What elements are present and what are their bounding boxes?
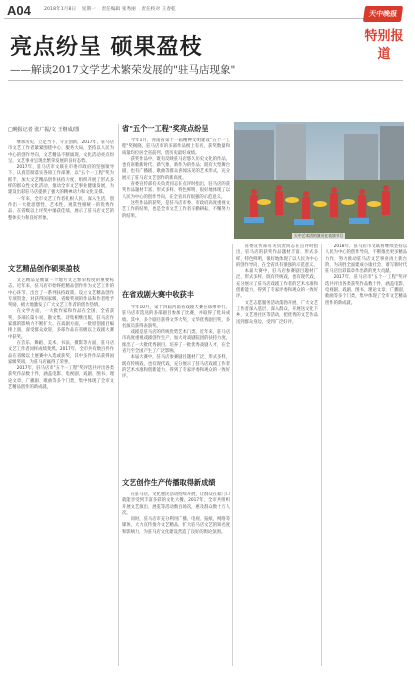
paragraph: 戏剧是驻马店的传统优势艺术门类。近年来，驻马店市高度重视戏剧创作生产，加大对戏剧院团的扶持力度，推出了一大批优秀剧目，培养了一批优秀戏剧人才，在全省乃至全国产生了广泛影响。 xyxy=(122,330,230,355)
paragraph: 在音乐、舞蹈、美术、书法、摄影等方面，驻马店文艺工作者同样成绩斐然。2017年，全市共有数百件作品在省级以上展赛中入选或获奖，其中多件作品获得国家级奖项，为驻马店赢得了荣誉。 xyxy=(8,340,114,365)
paragraph: 文艺精品是衡量一个地方文艺繁荣程度的重要标志。近年来，驻马店市始终把精品创作作为文艺工作的中心环节，出台了一系列扶持政策，设立文艺精品创作专项资金，对获得国家级、省级奖项的作品和作者给予奖励，极大地激发了广大文艺工作者的创作热情。 xyxy=(8,278,114,309)
paragraph: 这些作品的获奖，是驻马店市委、市政府高度重视文艺工作的结果，也是全市文艺工作者辛勤耕耘、不懈努力的结果。 xyxy=(122,200,230,219)
closing-column xyxy=(325,244,407,668)
issue-date: 2018年1月8日 xyxy=(44,7,77,12)
paragraph: 2017年，驻马店市文联在市委市政府的坚强领导下，认真贯彻落实各项工作部署，以"五个一工程"奖为抓手，加大文艺精品创作扶持力度，组织开展了形式多样的群众性文化活动，推动全市文艺事业健康发展，为建设出彩驻马店提供了强大的精神动力和文化支撑。 xyxy=(8,165,114,196)
section-heading: 文艺精品创作硕果盈枝 xyxy=(8,264,80,273)
byline: □晚报记者 张广振/文 王继成/图 xyxy=(8,127,80,133)
paragraph: 同时，驻马店市充分利用广播、电视、报纸、网络等媒体，大力宣传推介文艺精品，扩大驻马店文艺的知名度和影响力，为驻马店文化建设营造了良好的舆论氛围。 xyxy=(122,517,230,535)
column-divider xyxy=(118,124,119,666)
masthead-info xyxy=(44,6,180,12)
performance-photo xyxy=(234,122,404,239)
paragraph: 省委宣传部有关负责同志在点评时指出，驻马店的获奖作品题材丰富、形式多样、特色鲜明，很好地体现了以人民为中心的创作导向，在全省具有很强的示范意义。 xyxy=(122,182,230,200)
paragraph: 2017年，驻马店市"五个一工程"奖评选共评出各类获奖作品数十件，涵盖电影、电视剧、戏剧、图书、理论文章、广播剧、歌曲等多个门类，集中体现了全市文艺精品创作的新成就。 xyxy=(8,366,114,391)
continuation-column xyxy=(236,244,318,668)
column-divider xyxy=(321,244,322,666)
paragraph: 本届大赛中，驻马店参赛剧目题材广泛、形式多样，既有传统戏，也有现代戏，充分展示了驻马店戏剧工作者的艺术水准和创新能力，得到了专家评委和观众的一致好评。 xyxy=(122,355,230,380)
section3-column xyxy=(122,305,230,470)
weekday: 星期一 xyxy=(81,7,96,12)
dancers-illustration xyxy=(234,122,404,239)
paragraph: 省委宣传部有关负责同志在点评时指出，驻马店的获奖作品题材丰富、形式多样、特色鲜明，很好地体现了以人民为中心的创作导向，在全省具有很强的示范意义。 xyxy=(236,244,318,268)
header-rule xyxy=(4,18,364,19)
paragraph: 今年1月，河南省第十一届精神文明建设"五个一工程"奖揭晓，驻马店市的多部作品榜上有名，获奖数量和质量均位居全省前列，创历史最好成绩。 xyxy=(122,138,230,156)
paragraph: 继承历史、立足当下、守正创新，2017年，驻马店市文艺工作者紧紧围绕中心、服务大局，坚持以人民为中心的创作导向，文艺精品不断涌现，文化活动亮点纷呈，文艺事业呈现出繁荣发展的良好态势。 xyxy=(8,140,114,164)
paragraph: 文艺志愿服务活动蓬勃开展，广大文艺工作者深入基层、深入群众，开展送文化下乡、文艺进社区等活动，把优秀的文艺作品送到群众身边，受到广泛好评。 xyxy=(236,300,318,325)
section-label: 特别报道 xyxy=(364,29,404,62)
paragraph: 2018年，驻马店市文联将继续坚持以人民为中心的创作导向，不断推出更多精品力作，努力推动驻马店文艺事业再上新台阶，为决胜全面建成小康社会、谱写新时代驻马店出彩篇章作出新的更大贡献。 xyxy=(325,244,407,275)
page-number: A04 xyxy=(7,3,31,18)
section1-column xyxy=(8,278,114,668)
intro-column xyxy=(8,140,114,262)
page-subtitle: ——解读2017文学艺术繁荣发展的"驻马店现象" xyxy=(10,64,236,76)
column-divider xyxy=(232,244,233,666)
paragraph: 今年10月，第十四届河南省戏剧大赛在郑州举行。驻马店市选送的多部剧目参加了比赛，并取得了优异成绩。其中，多个剧目获得文华大奖、文华优秀剧目奖，多名演员获得表演奖。 xyxy=(122,305,230,329)
editor-credit: 责任编辑 张秀丽 xyxy=(101,7,136,12)
page-title: 亮点纷呈 硕果盈枝 xyxy=(10,35,203,60)
section-heading: 省"五个一工程"奖亮点纷呈 xyxy=(122,124,209,133)
section4-column xyxy=(122,492,230,668)
proofreader-credit: 责任校对 王春乾 xyxy=(141,7,176,12)
paragraph: 2017年，驻马店市"五个一工程"奖评选共评出各类获奖作品数十件，涵盖电影、电视剧、戏剧、图书、理论文章、广播剧、歌曲等多个门类，集中体现了全市文艺精品创作的新成就。 xyxy=(325,275,407,306)
title-rule xyxy=(8,80,403,81)
paragraph: 在文学方面，一大批作家和作品在全国、全省获奖，多部长篇小说、散文集、诗集相继出版，驻马店作家群的影响力不断扩大。在戏剧方面，一批原创剧目编排上演，深受群众欢迎，多部作品在省级以上戏剧大赛中获奖。 xyxy=(8,309,114,340)
newspaper-logo: 天中晚报 xyxy=(363,6,403,22)
paragraph: 一年来，全市文艺工作者扎根人民、深入生活，创作出一大批思想性、艺术性、观赏性相统一的优秀作品，在省级以上评奖中屡获佳绩，展示了驻马店文艺的整体实力和良好形象。 xyxy=(8,196,114,221)
paragraph: 获奖作品中，既有反映驻马店悠久历史文化的作品，也有讴歌新时代、新气象、新作为的作品；既有大型舞台剧，也有广播剧、歌曲等群众喜闻乐见的艺术形式，充分展示了驻马店文艺创作的新高度。 xyxy=(122,156,230,181)
paragraph: 本届大赛中，驻马店参赛剧目题材广泛、形式多样，既有传统戏，也有现代戏，充分展示了驻马店戏剧工作者的艺术水准和创新能力，得到了专家评委和观众的一致好评。 xyxy=(236,269,318,300)
paragraph: 在驻马店，文化惠民活动持续开展，让群众在家门口就能享受到丰富多彩的文化大餐。2017年，全市共组织开展文艺演出、展览等活动数百场次，惠及群众数十万人次。 xyxy=(122,492,230,516)
section2-column xyxy=(122,138,230,280)
section-heading: 在省戏剧大赛中收获丰 xyxy=(122,290,194,299)
photo-caption: 天中艺术团的演员在表演节目 xyxy=(294,233,344,238)
section-heading: 文艺创作生产传播取得新成绩 xyxy=(122,478,216,487)
